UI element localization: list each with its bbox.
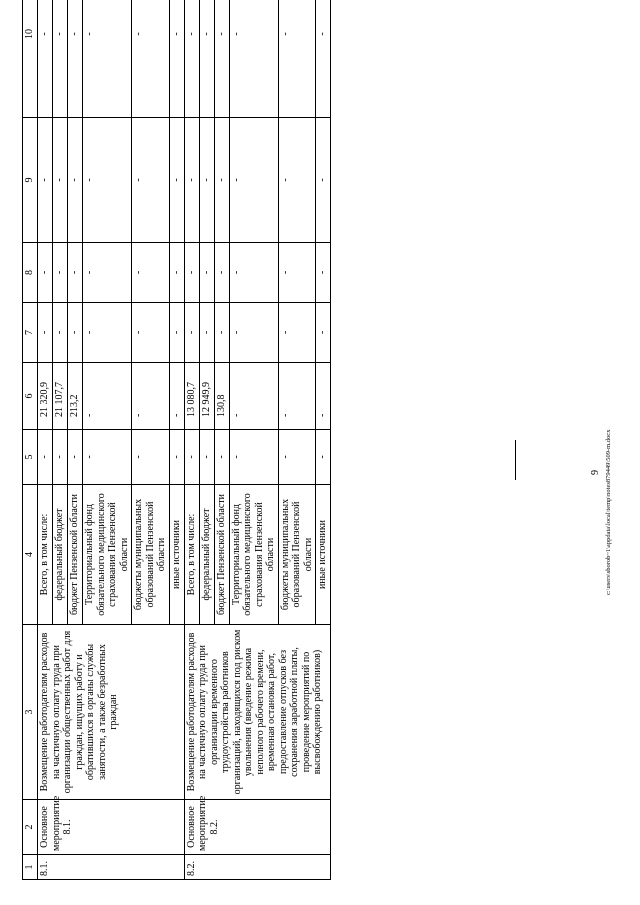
- value-cell: -: [53, 243, 68, 303]
- page-number: 9: [590, 470, 601, 475]
- funding-source: бюджеты муниципальных образований Пензенской области: [278, 485, 316, 625]
- value-cell: -: [316, 118, 331, 243]
- value-cell: -: [83, 303, 132, 363]
- value-cell: -: [169, 243, 184, 303]
- value-cell: -: [53, 303, 68, 363]
- header-cell: 8: [23, 243, 38, 303]
- file-path-footer: c:\users\sborob~1\appdata\local\temp\notes879449\509-m.docx: [605, 429, 612, 595]
- value-cell: -: [199, 303, 214, 363]
- value-cell: -: [68, 303, 83, 363]
- value-cell: -: [199, 430, 214, 485]
- value-cell: -: [199, 118, 214, 243]
- measure-number: 8.2.: [184, 855, 331, 880]
- value-cell: -: [278, 0, 316, 118]
- funding-source: бюджет Пензенской области: [68, 485, 83, 625]
- value-cell: -: [229, 118, 278, 243]
- funding-source: бюджет Пензенской области: [214, 485, 229, 625]
- funding-source: Территориальный фонд обязательного медицинского страхования Пензенской области: [229, 485, 278, 625]
- value-cell: -: [132, 118, 170, 243]
- value-cell: -: [53, 430, 68, 485]
- value-cell: -: [214, 243, 229, 303]
- value-cell: -: [184, 430, 199, 485]
- program-budget-table: [22, 0, 331, 880]
- funding-source: Территориальный фонд обязательного медицинского страхования Пензенской области: [83, 485, 132, 625]
- value-cell: -: [169, 430, 184, 485]
- value-cell: -: [132, 430, 170, 485]
- value-cell: -: [229, 243, 278, 303]
- value-cell: 213,2: [68, 363, 83, 430]
- header-cell: 3: [23, 625, 38, 800]
- value-cell: -: [83, 0, 132, 118]
- value-cell: -: [184, 0, 199, 118]
- value-cell: -: [214, 303, 229, 363]
- value-cell: -: [316, 243, 331, 303]
- table-row: [38, 0, 53, 880]
- value-cell: -: [169, 303, 184, 363]
- value-cell: -: [132, 0, 170, 118]
- header-row: [23, 0, 38, 880]
- value-cell: -: [68, 243, 83, 303]
- value-cell: 21 107,7: [53, 363, 68, 430]
- value-cell: -: [316, 303, 331, 363]
- value-cell: -: [278, 430, 316, 485]
- separator-line: [515, 440, 516, 480]
- value-cell: -: [316, 363, 331, 430]
- value-cell: -: [278, 243, 316, 303]
- measure-name: Основное мероприятие 8.2.: [184, 800, 331, 855]
- value-cell: -: [184, 118, 199, 243]
- header-cell: 4: [23, 485, 38, 625]
- value-cell: -: [278, 303, 316, 363]
- value-cell: -: [68, 0, 83, 118]
- value-cell: -: [83, 430, 132, 485]
- value-cell: -: [316, 0, 331, 118]
- value-cell: -: [38, 243, 53, 303]
- funding-source: федеральный бюджет: [199, 485, 214, 625]
- value-cell: 12 949,9: [199, 363, 214, 430]
- value-cell: -: [199, 243, 214, 303]
- value-cell: -: [214, 118, 229, 243]
- value-cell: -: [316, 430, 331, 485]
- measure-name: Основное мероприятие 8.1.: [38, 800, 185, 855]
- measure-number: 8.1.: [38, 855, 185, 880]
- measure-description: Возмещение работодателям расходов на частичную оплату труда при организации временного трудоустройства работников организаций, находящихся под риском увольнения (введение режима неполного рабочего времени, временная остановка работ, предоставление отпусков без сохранения заработной платы, проведение мероприятий по высвобождению работников): [184, 625, 331, 800]
- value-cell: -: [229, 363, 278, 430]
- funding-source: бюджеты муниципальных образований Пензенской области: [132, 485, 170, 625]
- header-cell: 7: [23, 303, 38, 363]
- value-cell: -: [229, 303, 278, 363]
- value-cell: -: [53, 118, 68, 243]
- funding-source: иные источники: [169, 485, 184, 625]
- value-cell: -: [68, 118, 83, 243]
- value-cell: -: [132, 243, 170, 303]
- value-cell: -: [169, 118, 184, 243]
- measure-description: Возмещение работодателям расходов на частичную оплату труда при организации общественных работ для граждан, ищущих работу и обратившихся в органы службы занятости, а также безработных граждан: [38, 625, 185, 800]
- value-cell: -: [53, 0, 68, 118]
- table-row: [184, 0, 199, 880]
- value-cell: 130,8: [214, 363, 229, 430]
- header-cell: 6: [23, 363, 38, 430]
- value-cell: -: [132, 363, 170, 430]
- value-cell: -: [229, 0, 278, 118]
- value-cell: -: [38, 303, 53, 363]
- value-cell: -: [214, 0, 229, 118]
- value-cell: -: [83, 363, 132, 430]
- value-cell: -: [169, 363, 184, 430]
- funding-source: Всего, в том числе:: [38, 485, 53, 625]
- funding-source: федеральный бюджет: [53, 485, 68, 625]
- header-cell: 9: [23, 118, 38, 243]
- value-cell: -: [38, 0, 53, 118]
- value-cell: -: [38, 430, 53, 485]
- value-cell: -: [278, 118, 316, 243]
- value-cell: -: [184, 243, 199, 303]
- value-cell: 21 320,9: [38, 363, 53, 430]
- funding-source: иные источники: [316, 485, 331, 625]
- value-cell: -: [184, 303, 199, 363]
- header-cell: 10: [23, 0, 38, 118]
- value-cell: -: [132, 303, 170, 363]
- value-cell: 13 080,7: [184, 363, 199, 430]
- value-cell: -: [68, 430, 83, 485]
- value-cell: -: [199, 0, 214, 118]
- header-cell: 5: [23, 430, 38, 485]
- value-cell: -: [169, 0, 184, 118]
- value-cell: -: [83, 243, 132, 303]
- header-cell: 1: [23, 855, 38, 880]
- value-cell: -: [38, 118, 53, 243]
- value-cell: -: [83, 118, 132, 243]
- header-cell: 2: [23, 800, 38, 855]
- value-cell: -: [214, 430, 229, 485]
- value-cell: -: [278, 363, 316, 430]
- funding-source: Всего, в том числе:: [184, 485, 199, 625]
- value-cell: -: [229, 430, 278, 485]
